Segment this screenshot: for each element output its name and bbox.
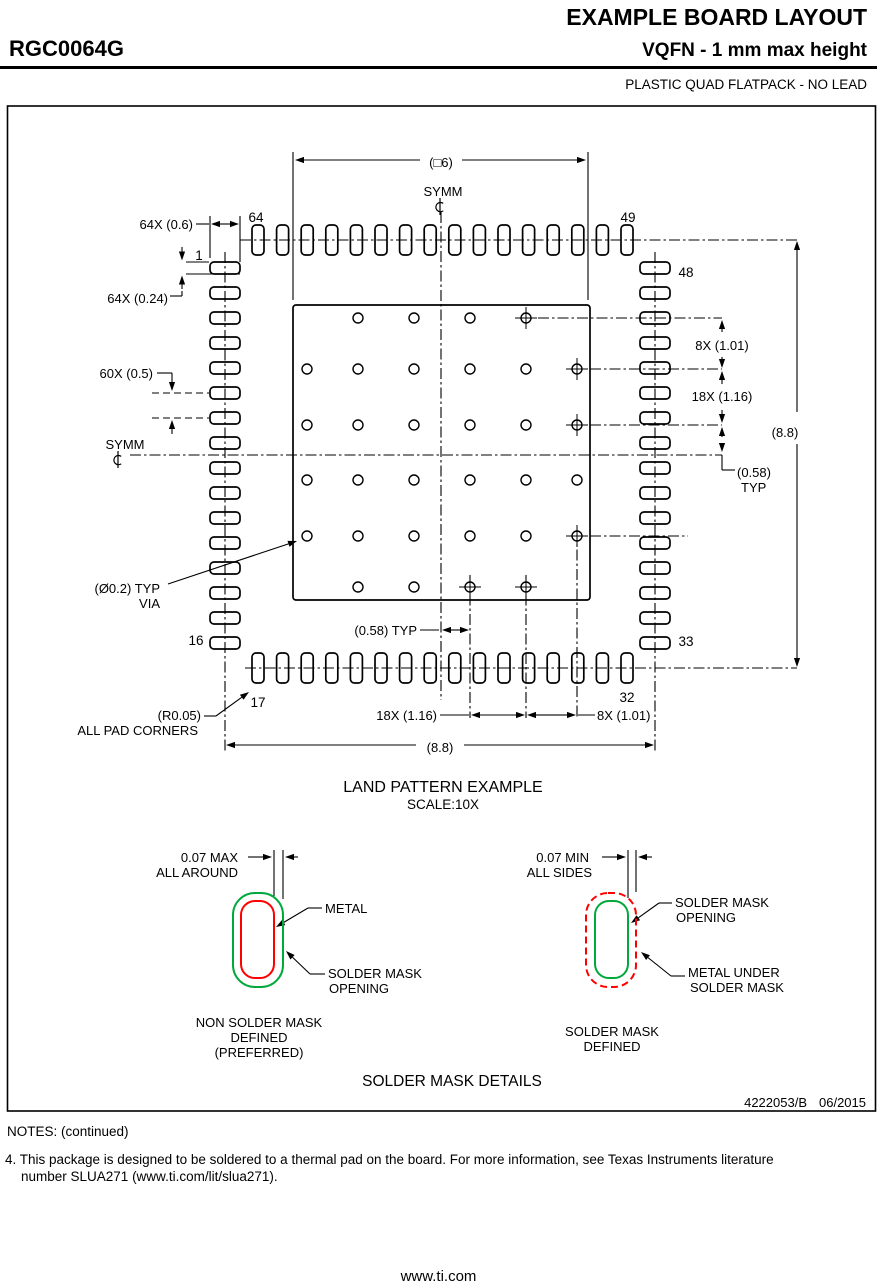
via-diameter-label: (Ø0.2) TYP: [94, 581, 160, 596]
arrowhead: [230, 221, 239, 227]
smd-caption-1: SOLDER MASK: [565, 1024, 659, 1039]
arrowhead: [638, 854, 647, 860]
via-offset-typ-right: TYP: [741, 480, 767, 495]
span-label-right: (8.8): [771, 425, 799, 440]
via: [465, 531, 475, 541]
pin-64-label: 64: [248, 210, 264, 225]
via: [521, 475, 531, 485]
nsmd-caption-2: DEFINED: [230, 1030, 288, 1045]
dim-pad-length-label: 64X (0.24): [107, 291, 168, 306]
nsmd-metal-label: METAL: [325, 901, 368, 916]
via: [409, 475, 419, 485]
pin-1-label: 1: [195, 248, 203, 263]
via: [353, 420, 363, 430]
website-url: www.ti.com: [400, 1268, 477, 1285]
arrowhead: [794, 658, 800, 667]
via-pitch-101-label-bottom: 8X (1.01): [597, 708, 651, 723]
arrowhead: [719, 427, 725, 436]
arrowhead: [794, 241, 800, 250]
via: [465, 475, 475, 485]
via: [302, 364, 312, 374]
via: [302, 420, 312, 430]
arrowhead: [719, 414, 725, 423]
arrowhead: [719, 371, 725, 380]
arrowhead: [567, 712, 576, 718]
centerline-symbol-top: [436, 198, 443, 215]
via: [353, 313, 363, 323]
via: [409, 364, 419, 374]
note-4-line-2: number SLUA271 (www.ti.com/lit/slua271).: [21, 1169, 278, 1184]
nsmd-opening-label-2: OPENING: [329, 981, 389, 996]
arrowhead: [641, 952, 650, 960]
arrowhead: [516, 712, 525, 718]
via: [353, 582, 363, 592]
arrowhead: [226, 742, 235, 748]
arrowhead: [645, 742, 654, 748]
arrowhead: [460, 627, 469, 633]
arrowhead: [442, 627, 451, 633]
smd-metal-label-1: METAL UNDER: [688, 965, 780, 980]
via: [409, 420, 419, 430]
arrowhead: [211, 221, 220, 227]
nsmd-metal-shape: [241, 901, 274, 978]
nsmd-caption-1: NON SOLDER MASK: [195, 1015, 323, 1030]
smd-solder-mask-opening-shape: [595, 901, 628, 978]
arrowhead: [240, 692, 249, 700]
pin-48-label: 48: [678, 265, 694, 280]
arrowhead: [179, 276, 185, 285]
arrowhead: [617, 854, 626, 860]
nsmd-clearance-note: ALL AROUND: [156, 865, 238, 880]
package-spec: VQFN - 1 mm max height: [642, 40, 867, 61]
nsmd-opening-label-1: SOLDER MASK: [328, 966, 422, 981]
arrowhead: [719, 320, 725, 329]
smd-caption-2: DEFINED: [583, 1039, 641, 1054]
corner-radius-leader: [216, 697, 242, 716]
dim-thermal-pad-label: (□6): [429, 155, 453, 170]
corner-radius-note: ALL PAD CORNERS: [77, 723, 198, 738]
arrowhead: [169, 382, 175, 391]
land-pattern-drawing: [0, 103, 877, 1115]
via: [521, 420, 531, 430]
via-pitch-116-label-bottom: 18X (1.16): [376, 708, 437, 723]
nsmd-caption-3: (PREFERRED): [214, 1045, 304, 1060]
via: [465, 364, 475, 374]
via: [521, 364, 531, 374]
opening-leader: [638, 903, 659, 918]
package-desc: PLASTIC QUAD FLATPACK - NO LEAD: [625, 77, 867, 92]
pin-16-label: 16: [188, 633, 204, 648]
note-4-line-1: 4. This package is designed to be soldered to a thermal pad on the board. For more information, see Texas Instruments literature: [5, 1152, 774, 1167]
via: [353, 531, 363, 541]
via: [302, 475, 312, 485]
arrowhead: [527, 712, 536, 718]
arrowhead: [285, 854, 294, 860]
via: [521, 531, 531, 541]
via: [572, 475, 582, 485]
arrowhead: [169, 420, 175, 429]
dim-pad-pitch-label: 60X (0.5): [99, 366, 153, 381]
smd-opening-label-2: OPENING: [676, 910, 736, 925]
span-label-bottom: (8.8): [426, 740, 454, 755]
arrowhead: [719, 359, 725, 368]
smd-metal-label-2: SOLDER MASK: [690, 980, 784, 995]
pin-17-label: 17: [250, 695, 266, 710]
solder-mask-section-title: SOLDER MASK DETAILS: [362, 1073, 542, 1090]
smd-opening-label-1: SOLDER MASK: [675, 895, 769, 910]
pin-49-label: 49: [620, 210, 636, 225]
notes-heading: NOTES: (continued): [7, 1124, 129, 1139]
via-pitch-101-label-right: 8X (1.01): [695, 338, 749, 353]
corner-radius-label: (R0.05): [157, 708, 201, 723]
centerline-symbol-left: [114, 451, 121, 468]
via: [465, 313, 475, 323]
solder-mask-detail-graphics: [248, 850, 685, 976]
arrowhead: [295, 157, 304, 163]
nsmd-clearance-label: 0.07 MAX: [180, 850, 238, 865]
arrowhead: [179, 252, 185, 261]
via: [409, 313, 419, 323]
via-pitch-116-label-right: 18X (1.16): [691, 389, 753, 404]
arrowhead: [719, 443, 725, 452]
via-offset-label-bottom: (0.58) TYP: [354, 623, 417, 638]
smd-clearance-label: 0.07 MIN: [536, 850, 589, 865]
drawing-scale-note: SCALE:10X: [406, 797, 480, 812]
via-label: VIA: [139, 596, 160, 611]
symm-label-left: SYMM: [105, 437, 145, 452]
revision-stamp: 4222053/B 06/2015: [744, 1095, 866, 1110]
via: [353, 475, 363, 485]
via-offset-value-right: (0.58): [737, 465, 771, 480]
metal-leader: [648, 958, 671, 976]
pin-32-label: 32: [619, 690, 635, 705]
via: [353, 364, 363, 374]
opening-leader: [292, 957, 310, 974]
via: [302, 531, 312, 541]
dim-pad-width-label: 64X (0.6): [139, 217, 193, 232]
via: [409, 582, 419, 592]
drawing-title: LAND PATTERN EXAMPLE: [343, 779, 543, 796]
via: [465, 420, 475, 430]
part-number: RGC0064G: [9, 36, 124, 61]
arrowhead: [577, 157, 586, 163]
doc-title: EXAMPLE BOARD LAYOUT: [566, 4, 867, 30]
metal-leader: [284, 908, 308, 922]
smd-clearance-note: ALL SIDES: [526, 865, 592, 880]
via: [409, 531, 419, 541]
pin-33-label: 33: [678, 634, 694, 649]
header-rule: [0, 66, 877, 69]
symm-label-top: SYMM: [423, 184, 463, 199]
via-leader: [168, 544, 288, 584]
arrowhead: [471, 712, 480, 718]
arrowhead: [263, 854, 272, 860]
